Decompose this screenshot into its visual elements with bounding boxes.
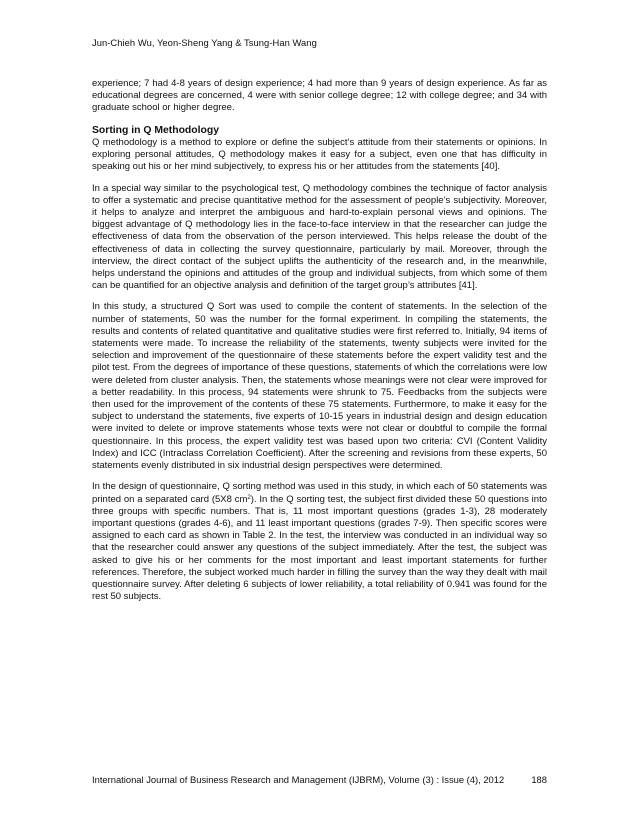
paragraph-statement-compilation: In this study, a structured Q Sort was used to compile the content of statements. In the selection of the number of statements, 50 was the number for the formal experiment. In compiling the statements, the results and contents of related quantitative and qualitative studies were first referred to. Initially, 94 items of statements were made. To increase the reliability of the statements, twenty subjects were invited for the selection and improvement of the questionnaire of these statements before the expert validity test and the pilot test. From the degrees of importance of these questions, statements of which the correlations were low were deleted from cluster analysis. Then, the statements whose meanings were not clear were improved for a better readability. In this process, 94 statements were shrunk to 75. Feedbacks from the subjects were then used for the improvement of the contents of these 75 statements. Furthermore, to make it easy for the subject to understand the statements, five experts of 10-15 years in industrial design and design education were invited to delete or improve statements whose texts were not clear or doubtful to compile the formal questionnaire. In this process, the expert validity test was based upon two criteria: CVI (Content Validity Index) and ICC (Intraclass Correlation Coefficient). After the screening and revisions from these experts, 50 statements evenly distributed in six industrial design perspectives were determined. — [92, 301, 547, 472]
intro-paragraph: experience; 7 had 4-8 years of design experience; 4 had more than 9 years of design experience. As far as educational degrees are concerned, 4 were with senior college degree; 12 with college degree; and 34 with graduate school or higher degree. — [92, 78, 547, 114]
superscript: 2 — [247, 494, 251, 501]
section-heading: Sorting in Q Methodology — [92, 124, 219, 136]
article-body — [92, 78, 547, 612]
paragraph-text-end: ). In the Q sorting test, the subject first divided these 50 questions into three groups with specific numbers. That is, 11 most important questions (grades 1-3), 28 moderately important questions (grades 4-6), and 11 least important questions (grades 7-9). Then specific scores were assigned to each card as shown in Table 2. In the test, the interview was conducted in an individual way so that the researcher could answer any questions of the subject immediately. After the test, the subject was asked to give his or her comments for the most important and least important statements for further references. Therefore, the subject worked much harder in filling the survey than the way they dealt with mail questionnaire survey. After deleting 6 subjects of lower reliability, a total reliability of 0.941 was found for the rest 50 subjects. — [92, 493, 548, 603]
running-header: Jun-Chieh Wu, Yeon-Sheng Yang & Tsung-Han Wang — [92, 37, 317, 48]
paragraph-q-methodology-advantages: In a special way similar to the psychological test, Q methodology combines the technique of factor analysis to offer a systematic and precise quantitative method for the assessment of people’s subjectivity. Moreover, it helps to analyze and interpret the ambiguous and hard-to-explain personal views and opinions. The biggest advantage of Q methodology lies in the face-to-face interview in that the researcher can judge the effectiveness of data from the observation of the person interviewed. This helps release the doubt of the effectiveness of data in collecting the survey questionnaire, particularly by mail. Moreover, through the interview, the direct contact of the subject uplifts the authenticity of the research and, in the meanwhile, helps understand the opinions and attitudes of the group and individual subjects, from which some of them can be quantified for an objective analysis and definition of the target group’s attributes [41]. — [92, 182, 547, 292]
paragraph-text-start: In the design of questionnaire, Q sorting method was used in this study, in which each of 50 statements was printed on a separated card (5X8 cm — [92, 481, 547, 505]
paragraph-q-methodology-definition: Q methodology is a method to explore or define the subject’s attitude from their statements or opinions. In exploring personal attitudes, Q methodology makes it easy for a subject, even one that has difficulty in speaking out his or her mind subjectively, to express his or her attitudes from the statements [40]. — [92, 137, 547, 173]
paragraph-questionnaire-design — [92, 481, 547, 603]
page-footer — [92, 774, 547, 785]
journal-citation: International Journal of Business Research and Management (IJBRM), Volume (3) : Issue (4), 2012 — [92, 774, 505, 785]
page-number: 188 — [531, 774, 547, 785]
